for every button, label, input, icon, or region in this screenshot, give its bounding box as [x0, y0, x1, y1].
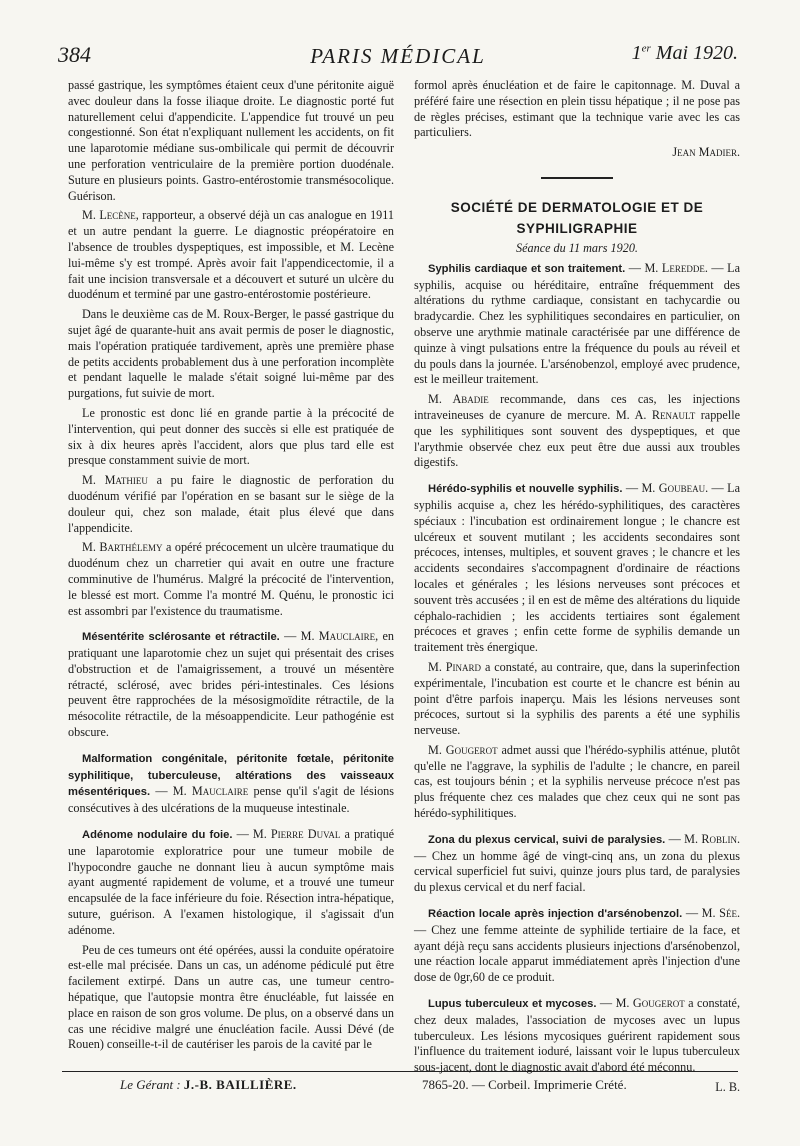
- author-name: M. Lecène: [82, 208, 136, 223]
- section: Adénome nodulaire du foie. — M. Pierre Duval a pratiqué une laparotomie exploratrice pour une tumeur mobile de l'hypocondre gauche ne donnant lieu à aucun symptôme mais ayant augmenté rapidement de volume, et a trouvé une tumeur encapsulée de la face inférieure du foie. Résection intra-hépatique, suture, guérison. A l'examen histologique, il s'agissait d'un adénome.: [68, 827, 394, 937]
- issue-date: [632, 42, 738, 65]
- section: Mésentérite sclérosante et rétractile. — M. Mauclaire, en pratiquant une laparotomie chez un sujet qui présentait des crises d'obstruction et de l'amaigrissement, a trouvé un mésentère rétracté, sclérosé, avec brides péri-intestinales. Ces lésions peuvent être rapprochées de la mésosigmoïdite rétractile, de la mésocolite rétractile, de la mésoappendicite. Leur pathogénie est obscure.: [68, 629, 394, 740]
- author-name: M. Gougerot: [615, 996, 685, 1011]
- paragraph-text: rappelle que les syphilitiques sont souvent des dyspeptiques, et que l'arythmie observée chez eux peut être due aussi aux troubles digestifs.: [414, 407, 740, 470]
- gerant-name: J.-B. BAILLIÈRE.: [183, 1077, 297, 1092]
- section-heading: Hérédo-syphilis et nouvelle syphilis.: [428, 483, 623, 496]
- society-title-line-2: SYPHILIGRAPHIE: [516, 220, 638, 236]
- section: Malformation congénitale, péritonite fœtale, péritonite syphilitique, tuberculeuse, altérations des vaisseaux mésentériques. — M. Mauclaire pense qu'il s'agit de lésions consécutives à des ulcérations de la muqueuse intestinale.: [68, 752, 395, 816]
- issue-date-rest: Mai 1920.: [650, 42, 738, 64]
- section: Hérédo-syphilis et nouvelle syphilis. — M. Goubeau. — La syphilis acquise a, chez les hérédo-syphilitiques, des caractères spéciaux : l'incubation est ordinairement longue ; le chancre est ulcéreux et souvent mutilant ; les accidents secondaires sont précoces, intenses, multiples, et souvent graves ; le chancre et les accidents secondaires s'accompagnent d'ordinaire de réactions locales et générales ; les lésions nerveuses sont précoces et souvent très accusées ; il en est de même des altérations du liquide céphalo-rachidien ; les accidents tertiaires sont également précoces et graves ; enfin cette forme de syphilis demande un traitement très énergique.: [414, 481, 740, 655]
- page-number: 384: [58, 42, 91, 67]
- paragraph-text: a pu faire le diagnostic de perforation du duodénum vérifié par l'opération en se basant sur le siège de la douleur qui, chez son malade, était plus élevé que dans l'appendicite.: [68, 473, 394, 535]
- paragraph: Le pronostic est donc lié en grande partie à la précocité de l'intervention, qui peut donner des succès si elle est pratiquée de six à dix heures après l'accident, alors que plus tard elle est presque constamment suivie de mort.: [68, 405, 394, 468]
- section-text: Chez une femme atteinte de syphilide tertiaire de la face, et ayant déjà reçu sans accidents plusieurs injections d'arsénobenzol, une réaction locale apparut immédiatement après l'injection d'une dose de 0gr,60 de ce produit.: [414, 922, 740, 985]
- section-divider: [541, 177, 613, 179]
- author-name: M. Leredde: [644, 260, 705, 275]
- issue-date-sup: er: [641, 42, 651, 55]
- author-name: M. Sée: [701, 906, 737, 921]
- issue-date-day: 1: [631, 42, 642, 64]
- author-name: M. Mauclaire: [300, 629, 376, 644]
- section-text: La syphilis, acquise ou héréditaire, entraîne fréquemment des altérations du rythme cardiaque, consistant en tachycardie ou bradycardie. Chez les syphilitiques secondaires en particulier, on observe une arythmie matinale caractérisée par une différence de quinze à vingt pulsations entre la fréquence du pouls au réveil et du pouls dans la journée. L'arsénobenzol, employé avec prudence, est le meilleur traitement.: [414, 260, 741, 387]
- paragraph: [68, 208, 394, 303]
- section-heading: Mésentérite sclérosante et rétractile.: [82, 631, 280, 644]
- gerant-label: Le Gérant :: [120, 1077, 181, 1092]
- section-heading: Adénome nodulaire du foie.: [82, 829, 233, 842]
- paragraph-text: a opéré précocement un ulcère traumatique du duodénum chez un charretier qui avait en outre une fracture comminutive de l'humérus. Malgré la précocité de l'intervention, le blessé est mort. Comme l'a montré M. Quénu, le pronostic ici est assombri par l'existence du traumatisme.: [68, 540, 395, 618]
- paragraph: passé gastrique, les symptômes étaient ceux d'une péritonite aiguë avec douleur dans la fosse iliaque droite. Le diagnostic porté fut naturellement celui d'appendicite. L'appendice fut trouvé un peu congestionné. Son état n'expliquant nullement les accidents, on fit une laparotomie médiane sus-ombilicale qui permit de découvrir une perforation ventriculaire de la première portion duodénale. Suture en plusieurs points. Gastro-entérostomie transmésocolique. Guérison.: [68, 78, 394, 203]
- gerant-credit: [120, 1077, 297, 1093]
- paragraph: Dans le deuxième cas de M. Roux-Berger, le passé gastrique du sujet âgé de quarante-huit ans avait permis de poser le diagnostic, mais l'opération pratiquée tardivement, après une première phase de petits accidents probablement dus à une perforation incomplète et pendant laquelle le malade s'était soigné lui-même par des purgations, fut suivie de mort.: [68, 307, 394, 401]
- author-initials: L. B.: [715, 1080, 740, 1095]
- author-name: M. A. Renault: [615, 407, 696, 422]
- author-name: M. Abadie: [428, 392, 489, 407]
- section-heading: Réaction locale après injection d'arsénobenzol.: [428, 908, 683, 921]
- author-name: M. Gougerot: [428, 742, 498, 757]
- paragraph-text: admet aussi que l'hérédo-syphilis atténue, plutôt qu'elle ne l'aggrave, la syphilis de l'adulte ; le chancre, en pareil cas, est toujours bénin ; et la syphilis nerveuse précoce n'est pas plus fréquente chez ces malades que chez ceux qui ne sont pas hérédo-syphilitiques.: [414, 742, 740, 821]
- session-date: Séance du 11 mars 1920.: [516, 240, 638, 255]
- section: Réaction locale après injection d'arsénobenzol. — M. Sée. — Chez une femme atteinte de syphilide tertiaire de la face, et ayant déjà reçu sans accidents plusieurs injections d'arsénobenzol, une réaction locale apparut immédiatement après l'injection d'une dose de 0gr,60 de ce produit.: [414, 906, 740, 985]
- printer-credit: 7865-20. — Corbeil. Imprimerie Crété.: [422, 1077, 627, 1092]
- footer-rule: [62, 1071, 738, 1072]
- paragraph: [414, 743, 740, 822]
- section: Lupus tuberculeux et mycoses. — M. Gougerot a constaté, chez deux malades, l'association de mycoses avec un lupus tuberculeux. Les lésions mycosiques guérirent rapidement sous l'influence du traitement ioduré, laissant voir le lupus tuberculeux sous-jacent, dont le diagnostic avait d'abord été méconnu.: [414, 996, 740, 1075]
- left-column: [68, 78, 394, 1057]
- section-heading: Zona du plexus cervical, suivi de paralysies.: [428, 833, 666, 846]
- paragraph: Peu de ces tumeurs ont été opérées, aussi la conduite opératoire est-elle mal précisée. Dans un cas, un adénome pédiculé put être facilement extirpé. Dans un autre cas, une tumeur centro-hépatique, que l'autopsie montra être énucléable, fut laissée en place en raison de son gros volume. De plus, on a observé dans un cas une récidive malgré une énucléation facile. Aussi Dévé (de Rouen) conseille-t-il de cautériser les parois de la cavité par le: [68, 942, 394, 1052]
- author-name: M. Pinard: [428, 659, 482, 674]
- section-text: , en pratiquant une laparotomie chez un sujet qui présentait des crises d'obstruction et de l'amaigrissement, a trouvé un mésentère rétracté, sclérosé, avec brides péri-intestinales. Ces lésions peuvent être rapprochées de la mésosigmoïdite rétractile, de la mésocolite rétractile, de la mésoappendicite. Leur pathogénie est obscure.: [68, 629, 394, 740]
- author-name: M. Pierre Duval: [252, 827, 341, 842]
- paragraph-text: a constaté, au contraire, que, dans la superinfection expérimentale, l'incubation est courte et le chancre est bénin au point d'être parfois inaperçu. Mais les lésions nerveuses sont précoces, surtout si la syphilis des parents a été une syphilis nerveuse.: [414, 659, 740, 738]
- section-text: a constaté, chez deux malades, l'association de mycoses avec un lupus tuberculeux. Les lésions mycosiques guérirent rapidement sous l'influence du traitement ioduré, laissant voir le lupus tuberculeux sous-jacent, dont le diagnostic avait d'abord été méconnu.: [414, 996, 740, 1075]
- section: Syphilis cardiaque et son traitement. — M. Leredde. — La syphilis, acquise ou héréditaire, entraîne fréquemment des altérations du rythme cardiaque, consistant en tachycardie ou bradycardie. Chez les syphilitiques secondaires en particulier, on observe une arythmie matinale caractérisée par une différence de quinze à vingt pulsations entre la fréquence du pouls au réveil et du pouls dans la journée. L'arsénobenzol, employé avec prudence, est le meilleur traitement.: [414, 260, 741, 387]
- section-heading: Syphilis cardiaque et son traitement.: [428, 262, 626, 275]
- paragraph: [68, 540, 394, 619]
- section: Zona du plexus cervical, suivi de paralysies. — M. Roblin. — Chez un homme âgé de vingt-cinq ans, un zona du plexus cervical superficiel fut suivi, quinze jours plus tard, de paralysies du plexus cervical et du nerf facial.: [414, 831, 740, 895]
- paragraph: [414, 660, 740, 739]
- author-name: M. Goubeau: [641, 481, 706, 496]
- paragraph: formol après énucléation et de faire le capitonnage. M. Duval a préféré faire une résection en plein tissu hépatique ; il ne pose pas de règles précises, estimant que la technique varie avec les cas particuliers.: [414, 78, 740, 140]
- section-text: Chez un homme âgé de vingt-cinq ans, un zona du plexus cervical superficiel fut suivi, quinze jours plus tard, de paralysies du plexus cervical et du nerf facial.: [414, 848, 740, 895]
- section-text: a pratiqué une laparotomie exploratrice pour une tumeur mobile de l'hypocondre gauche ne donnant lieu à aucun symptôme mais ayant augmenté rapidement de volume, et a trouvé une tumeur encapsulée de la face inférieure du foie. Résection intra-hépatique, suture, guérison. A l'examen histologique, il s'agissait d'un adénome.: [68, 827, 394, 937]
- right-column: [414, 78, 740, 1100]
- paragraph: [414, 392, 740, 471]
- author-name: M. Barthélemy: [82, 540, 163, 555]
- paragraph-text: recommande, dans ces cas, les injections intraveineuses de cyanure de mercure.: [414, 392, 740, 422]
- section-text: pense qu'il s'agit de lésions consécutives à des ulcérations de la muqueuse intestinale.: [68, 784, 395, 816]
- paragraph-text: , rapporteur, a observé déjà un cas analogue en 1911 et un autre pendant la guerre. Le diagnostic préopératoire en l'absence de troubles dyspeptiques, est impossible, et M. Lecène lui-même s'y est trompé. Après avoir fait l'appendicectomie, il a fait une incision transversale et a découvert et suturé un ulcère du duodénum et terminé par une gastro-entérostomie postérieure.: [68, 208, 394, 302]
- section-heading: Lupus tuberculeux et mycoses.: [428, 998, 597, 1011]
- section-heading: Malformation congénitale, péritonite fœtale, péritonite syphilitique, tuberculeuse, altérations des vaisseaux mésentériques.: [68, 752, 394, 799]
- journal-title: PARIS MÉDICAL: [310, 44, 486, 68]
- page-header: [58, 42, 738, 76]
- page-footer: [62, 1077, 738, 1097]
- author-name: M. Mathieu: [82, 473, 148, 488]
- society-title: SOCIÉTÉ DE DERMATOLOGIE ET DE: [450, 199, 704, 215]
- section-text: La syphilis acquise a, chez les hérédo-syphilitiques, des caractères spéciaux : l'incubation est ordinairement longue ; le chancre est ulcéreux et souvent mutilant ; les accidents secondaires sont précoces, intenses, multiples, et souvent graves ; le chancre et les accidents secondaires s'accompagnent d'ordinaire de réactions locales et générales ; les lésions nerveuses sont précoces et souvent très accusées ; il en est de même des altérations du liquide céphalo-rachidien ; les accidents tertiaires sont également précoces et graves ; enfin cette forme de syphilis demande un traitement très énergique.: [414, 481, 740, 655]
- author-signature: Jean Madier.: [672, 145, 740, 160]
- paragraph: [68, 473, 394, 536]
- author-name: M. Roblin: [684, 831, 737, 846]
- author-name: M. Mauclaire: [172, 784, 249, 799]
